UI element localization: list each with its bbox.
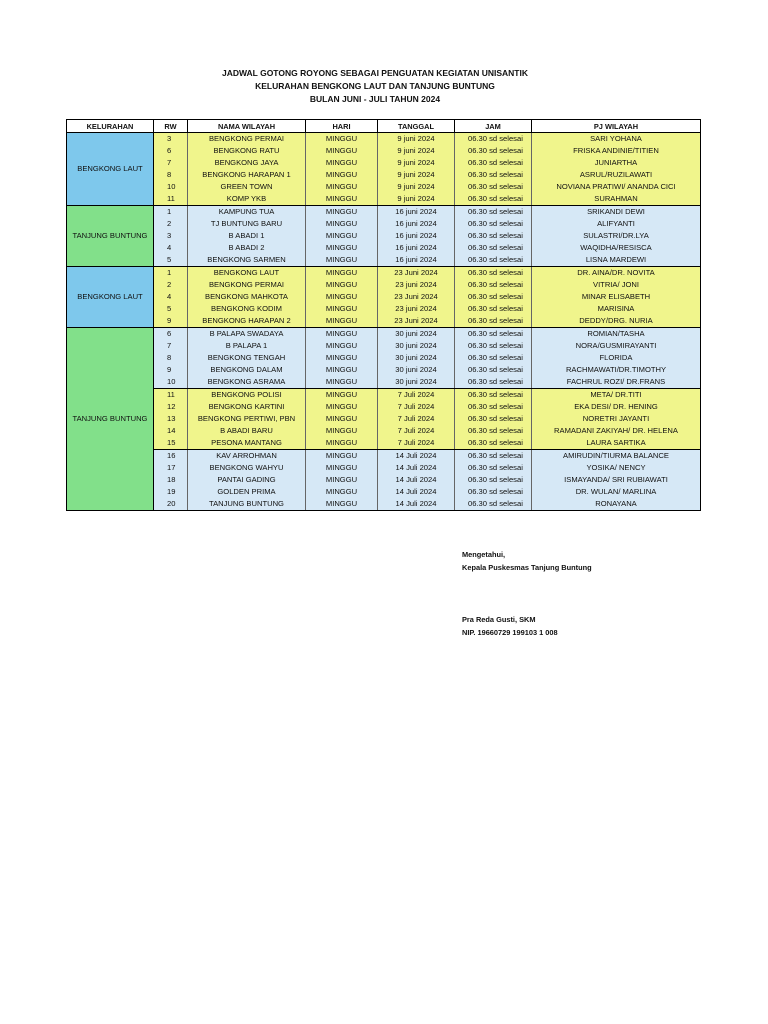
nama-wilayah-cell: BENGKONG HARAPAN 1 xyxy=(188,169,306,181)
table-row xyxy=(67,145,701,157)
jam-cell: 06.30 sd selesai xyxy=(455,254,532,267)
table-row xyxy=(67,303,701,315)
rw-cell: 1 xyxy=(154,206,188,219)
table-row xyxy=(67,401,701,413)
jam-cell: 06.30 sd selesai xyxy=(455,206,532,219)
rw-cell: 10 xyxy=(154,181,188,193)
nama-wilayah-cell: BENGKONG PERTIWI, PBN xyxy=(188,413,306,425)
table-row xyxy=(67,328,701,341)
table-row xyxy=(67,267,701,280)
tanggal-cell: 9 juni 2024 xyxy=(378,133,455,146)
jam-cell: 06.30 sd selesai xyxy=(455,437,532,450)
jam-cell: 06.30 sd selesai xyxy=(455,486,532,498)
pj-wilayah-cell: DEDDY/DRG. NURIA xyxy=(532,315,701,328)
pj-wilayah-cell: ASRUL/RUZILAWATI xyxy=(532,169,701,181)
tanggal-cell: 14 Juli 2024 xyxy=(378,498,455,511)
nama-wilayah-cell: PESONA MANTANG xyxy=(188,437,306,450)
rw-cell: 8 xyxy=(154,352,188,364)
nama-wilayah-cell: KAMPUNG TUA xyxy=(188,206,306,219)
tanggal-cell: 16 juni 2024 xyxy=(378,242,455,254)
hari-cell: MINGGU xyxy=(306,376,378,389)
pj-wilayah-cell: RONAYANA xyxy=(532,498,701,511)
pj-wilayah-cell: NOVIANA PRATIWI/ ANANDA CICI xyxy=(532,181,701,193)
table-row xyxy=(67,425,701,437)
schedule-body xyxy=(67,133,701,511)
rw-cell: 8 xyxy=(154,169,188,181)
nama-wilayah-cell: TANJUNG BUNTUNG xyxy=(188,498,306,511)
title-line-3: BULAN JUNI - JULI TAHUN 2024 xyxy=(309,94,441,104)
table-row xyxy=(67,133,701,146)
jam-cell: 06.30 sd selesai xyxy=(455,364,532,376)
rw-cell: 3 xyxy=(154,133,188,146)
jam-cell: 06.30 sd selesai xyxy=(455,181,532,193)
nama-wilayah-cell: B ABADI 1 xyxy=(188,230,306,242)
nama-wilayah-cell: BENGKONG POLISI xyxy=(188,389,306,402)
jam-cell: 06.30 sd selesai xyxy=(455,413,532,425)
header-pj-wilayah: PJ WILAYAH xyxy=(532,120,701,133)
tanggal-cell: 9 juni 2024 xyxy=(378,181,455,193)
tanggal-cell: 30 juni 2024 xyxy=(378,352,455,364)
jam-cell: 06.30 sd selesai xyxy=(455,315,532,328)
rw-cell: 5 xyxy=(154,254,188,267)
pj-wilayah-cell: AMIRUDIN/TIURMA BALANCE xyxy=(532,450,701,463)
rw-cell: 4 xyxy=(154,291,188,303)
hari-cell: MINGGU xyxy=(306,315,378,328)
nama-wilayah-cell: BENGKONG DALAM xyxy=(188,364,306,376)
nama-wilayah-cell: BENGKONG WAHYU xyxy=(188,462,306,474)
tanggal-cell: 7 Juli 2024 xyxy=(378,401,455,413)
rw-cell: 14 xyxy=(154,425,188,437)
table-row xyxy=(67,169,701,181)
jam-cell: 06.30 sd selesai xyxy=(455,389,532,402)
hari-cell: MINGGU xyxy=(306,425,378,437)
tanggal-cell: 23 juni 2024 xyxy=(378,303,455,315)
pj-wilayah-cell: ROMIAN/TASHA xyxy=(532,328,701,341)
jam-cell: 06.30 sd selesai xyxy=(455,279,532,291)
tanggal-cell: 30 juni 2024 xyxy=(378,328,455,341)
pj-wilayah-cell: LISNA MARDEWI xyxy=(532,254,701,267)
table-row xyxy=(67,291,701,303)
jam-cell: 06.30 sd selesai xyxy=(455,267,532,280)
nama-wilayah-cell: BENGKONG HARAPAN 2 xyxy=(188,315,306,328)
pj-wilayah-cell: WAQIDHA/RESISCA xyxy=(532,242,701,254)
nama-wilayah-cell: BENGKONG LAUT xyxy=(188,267,306,280)
hari-cell: MINGGU xyxy=(306,328,378,341)
nama-wilayah-cell: GOLDEN PRIMA xyxy=(188,486,306,498)
hari-cell: MINGGU xyxy=(306,486,378,498)
pj-wilayah-cell: RACHMAWATI/DR.TIMOTHY xyxy=(532,364,701,376)
jam-cell: 06.30 sd selesai xyxy=(455,230,532,242)
signer-position: Kepala Puskesmas Tanjung Buntung xyxy=(462,563,592,572)
nama-wilayah-cell: BENGKONG PERMAI xyxy=(188,279,306,291)
nama-wilayah-cell: BENGKONG KARTINI xyxy=(188,401,306,413)
header-nama-wilayah: NAMA WILAYAH xyxy=(188,120,306,133)
pj-wilayah-cell: META/ DR.TITI xyxy=(532,389,701,402)
kelurahan-cell: BENGKONG LAUT xyxy=(67,133,154,206)
pj-wilayah-cell: MARISINA xyxy=(532,303,701,315)
header-hari: HARI xyxy=(306,120,378,133)
hari-cell: MINGGU xyxy=(306,389,378,402)
table-row xyxy=(67,364,701,376)
pj-wilayah-cell: FRISKA ANDINIE/TITIEN xyxy=(532,145,701,157)
pj-wilayah-cell: DR. WULAN/ MARLINA xyxy=(532,486,701,498)
nama-wilayah-cell: GREEN TOWN xyxy=(188,181,306,193)
hari-cell: MINGGU xyxy=(306,498,378,511)
hari-cell: MINGGU xyxy=(306,450,378,463)
table-row xyxy=(67,242,701,254)
header-jam: JAM xyxy=(455,120,532,133)
table-row xyxy=(67,193,701,206)
hari-cell: MINGGU xyxy=(306,145,378,157)
rw-cell: 7 xyxy=(154,340,188,352)
table-row xyxy=(67,486,701,498)
pj-wilayah-cell: EKA DESI/ DR. HENING xyxy=(532,401,701,413)
rw-cell: 12 xyxy=(154,401,188,413)
hari-cell: MINGGU xyxy=(306,157,378,169)
jam-cell: 06.30 sd selesai xyxy=(455,133,532,146)
rw-cell: 11 xyxy=(154,193,188,206)
pj-wilayah-cell: FLORIDA xyxy=(532,352,701,364)
hari-cell: MINGGU xyxy=(306,133,378,146)
title-line-2: KELURAHAN BENGKONG LAUT DAN TANJUNG BUNTUNG xyxy=(255,81,495,91)
tanggal-cell: 14 Juli 2024 xyxy=(378,462,455,474)
rw-cell: 18 xyxy=(154,474,188,486)
nama-wilayah-cell: PANTAI GADING xyxy=(188,474,306,486)
pj-wilayah-cell: SARI YOHANA xyxy=(532,133,701,146)
table-row xyxy=(67,254,701,267)
document-title-block xyxy=(0,67,768,106)
pj-wilayah-cell: NORA/GUSMIRAYANTI xyxy=(532,340,701,352)
jam-cell: 06.30 sd selesai xyxy=(455,145,532,157)
hari-cell: MINGGU xyxy=(306,267,378,280)
jam-cell: 06.30 sd selesai xyxy=(455,291,532,303)
kelurahan-cell: TANJUNG BUNTUNG xyxy=(67,206,154,267)
tanggal-cell: 9 juni 2024 xyxy=(378,193,455,206)
signer-name: Pra Reda Gusti, SKM xyxy=(462,615,536,624)
jam-cell: 06.30 sd selesai xyxy=(455,193,532,206)
hari-cell: MINGGU xyxy=(306,169,378,181)
nama-wilayah-cell: B PALAPA SWADAYA xyxy=(188,328,306,341)
hari-cell: MINGGU xyxy=(306,230,378,242)
tanggal-cell: 14 Juli 2024 xyxy=(378,474,455,486)
pj-wilayah-cell: YOSIKA/ NENCY xyxy=(532,462,701,474)
rw-cell: 19 xyxy=(154,486,188,498)
hari-cell: MINGGU xyxy=(306,401,378,413)
rw-cell: 10 xyxy=(154,376,188,389)
rw-cell: 2 xyxy=(154,279,188,291)
table-row xyxy=(67,206,701,219)
pj-wilayah-cell: VITRIA/ JONI xyxy=(532,279,701,291)
rw-cell: 1 xyxy=(154,267,188,280)
nama-wilayah-cell: BENGKONG PERMAI xyxy=(188,133,306,146)
jam-cell: 06.30 sd selesai xyxy=(455,462,532,474)
pj-wilayah-cell: RAMADANI ZAKIYAH/ DR. HELENA xyxy=(532,425,701,437)
tanggal-cell: 7 Juli 2024 xyxy=(378,425,455,437)
tanggal-cell: 16 juni 2024 xyxy=(378,218,455,230)
hari-cell: MINGGU xyxy=(306,291,378,303)
rw-cell: 13 xyxy=(154,413,188,425)
nama-wilayah-cell: B PALAPA 1 xyxy=(188,340,306,352)
hari-cell: MINGGU xyxy=(306,352,378,364)
nama-wilayah-cell: BENGKONG KODIM xyxy=(188,303,306,315)
hari-cell: MINGGU xyxy=(306,437,378,450)
jam-cell: 06.30 sd selesai xyxy=(455,450,532,463)
header-kelurahan: KELURAHAN xyxy=(67,120,154,133)
tanggal-cell: 7 Juli 2024 xyxy=(378,413,455,425)
table-row xyxy=(67,230,701,242)
jam-cell: 06.30 sd selesai xyxy=(455,169,532,181)
table-row xyxy=(67,218,701,230)
jam-cell: 06.30 sd selesai xyxy=(455,474,532,486)
rw-cell: 3 xyxy=(154,230,188,242)
tanggal-cell: 9 juni 2024 xyxy=(378,145,455,157)
tanggal-cell: 23 Juni 2024 xyxy=(378,315,455,328)
pj-wilayah-cell: ISMAYANDA/ SRI RUBIAWATI xyxy=(532,474,701,486)
kelurahan-cell: BENGKONG LAUT xyxy=(67,267,154,328)
table-row xyxy=(67,181,701,193)
pj-wilayah-cell: NORETRI JAYANTI xyxy=(532,413,701,425)
tanggal-cell: 30 juni 2024 xyxy=(378,364,455,376)
tanggal-cell: 9 juni 2024 xyxy=(378,169,455,181)
rw-cell: 2 xyxy=(154,218,188,230)
header-rw: RW xyxy=(154,120,188,133)
tanggal-cell: 14 Juli 2024 xyxy=(378,486,455,498)
tanggal-cell: 7 Juli 2024 xyxy=(378,437,455,450)
table-row xyxy=(67,352,701,364)
jam-cell: 06.30 sd selesai xyxy=(455,352,532,364)
signer-nip: NIP. 19660729 199103 1 008 xyxy=(462,628,558,637)
nama-wilayah-cell: BENGKONG TENGAH xyxy=(188,352,306,364)
nama-wilayah-cell: BENGKONG RATU xyxy=(188,145,306,157)
tanggal-cell: 16 juni 2024 xyxy=(378,206,455,219)
tanggal-cell: 14 Juli 2024 xyxy=(378,450,455,463)
table-row xyxy=(67,376,701,389)
jam-cell: 06.30 sd selesai xyxy=(455,498,532,511)
table-row xyxy=(67,157,701,169)
hari-cell: MINGGU xyxy=(306,364,378,376)
nama-wilayah-cell: B ABADI BARU xyxy=(188,425,306,437)
pj-wilayah-cell: SURAHMAN xyxy=(532,193,701,206)
tanggal-cell: 7 Juli 2024 xyxy=(378,389,455,402)
nama-wilayah-cell: BENGKONG ASRAMA xyxy=(188,376,306,389)
nama-wilayah-cell: BENGKONG JAYA xyxy=(188,157,306,169)
table-row xyxy=(67,462,701,474)
rw-cell: 9 xyxy=(154,364,188,376)
jam-cell: 06.30 sd selesai xyxy=(455,340,532,352)
pj-wilayah-cell: SRIKANDI DEWI xyxy=(532,206,701,219)
nama-wilayah-cell: B ABADI 2 xyxy=(188,242,306,254)
table-row xyxy=(67,389,701,402)
signature-block xyxy=(462,548,592,574)
jam-cell: 06.30 sd selesai xyxy=(455,303,532,315)
pj-wilayah-cell: ALIFYANTI xyxy=(532,218,701,230)
rw-cell: 15 xyxy=(154,437,188,450)
jam-cell: 06.30 sd selesai xyxy=(455,401,532,413)
nama-wilayah-cell: KOMP YKB xyxy=(188,193,306,206)
table-row xyxy=(67,498,701,511)
tanggal-cell: 30 juni 2024 xyxy=(378,340,455,352)
pj-wilayah-cell: DR. AINA/DR. NOVITA xyxy=(532,267,701,280)
jam-cell: 06.30 sd selesai xyxy=(455,425,532,437)
pj-wilayah-cell: LAURA SARTIKA xyxy=(532,437,701,450)
rw-cell: 7 xyxy=(154,157,188,169)
jam-cell: 06.30 sd selesai xyxy=(455,242,532,254)
header-tanggal: TANGGAL xyxy=(378,120,455,133)
table-row xyxy=(67,340,701,352)
rw-cell: 17 xyxy=(154,462,188,474)
rw-cell: 6 xyxy=(154,328,188,341)
kelurahan-cell: TANJUNG BUNTUNG xyxy=(67,328,154,511)
nama-wilayah-cell: KAV ARROHMAN xyxy=(188,450,306,463)
tanggal-cell: 23 Juni 2024 xyxy=(378,291,455,303)
hari-cell: MINGGU xyxy=(306,206,378,219)
jam-cell: 06.30 sd selesai xyxy=(455,328,532,341)
schedule-table xyxy=(66,119,701,511)
nama-wilayah-cell: BENGKONG MAHKOTA xyxy=(188,291,306,303)
hari-cell: MINGGU xyxy=(306,279,378,291)
acknowledged-label: Mengetahui, xyxy=(462,550,506,559)
nama-wilayah-cell: TJ BUNTUNG BARU xyxy=(188,218,306,230)
rw-cell: 4 xyxy=(154,242,188,254)
pj-wilayah-cell: FACHRUL ROZI/ DR.FRANS xyxy=(532,376,701,389)
table-header-row xyxy=(67,120,701,133)
hari-cell: MINGGU xyxy=(306,340,378,352)
tanggal-cell: 16 juni 2024 xyxy=(378,230,455,242)
nama-wilayah-cell: BENGKONG SARMEN xyxy=(188,254,306,267)
rw-cell: 9 xyxy=(154,315,188,328)
table-row xyxy=(67,450,701,463)
hari-cell: MINGGU xyxy=(306,303,378,315)
table-row xyxy=(67,279,701,291)
pj-wilayah-cell: MINAR ELISABETH xyxy=(532,291,701,303)
rw-cell: 16 xyxy=(154,450,188,463)
jam-cell: 06.30 sd selesai xyxy=(455,376,532,389)
tanggal-cell: 16 juni 2024 xyxy=(378,254,455,267)
rw-cell: 20 xyxy=(154,498,188,511)
signer-block xyxy=(462,613,558,639)
tanggal-cell: 9 juni 2024 xyxy=(378,157,455,169)
table-row xyxy=(67,315,701,328)
hari-cell: MINGGU xyxy=(306,242,378,254)
hari-cell: MINGGU xyxy=(306,218,378,230)
rw-cell: 6 xyxy=(154,145,188,157)
jam-cell: 06.30 sd selesai xyxy=(455,157,532,169)
hari-cell: MINGGU xyxy=(306,254,378,267)
table-row xyxy=(67,413,701,425)
hari-cell: MINGGU xyxy=(306,474,378,486)
tanggal-cell: 23 Juni 2024 xyxy=(378,267,455,280)
rw-cell: 11 xyxy=(154,389,188,402)
table-row xyxy=(67,474,701,486)
title-line-1: JADWAL GOTONG ROYONG SEBAGAI PENGUATAN KEGIATAN UNISANTIK xyxy=(221,68,528,78)
hari-cell: MINGGU xyxy=(306,413,378,425)
tanggal-cell: 30 juni 2024 xyxy=(378,376,455,389)
pj-wilayah-cell: JUNIARTHA xyxy=(532,157,701,169)
hari-cell: MINGGU xyxy=(306,193,378,206)
pj-wilayah-cell: SULASTRI/DR.LYA xyxy=(532,230,701,242)
rw-cell: 5 xyxy=(154,303,188,315)
hari-cell: MINGGU xyxy=(306,462,378,474)
tanggal-cell: 23 juni 2024 xyxy=(378,279,455,291)
table-row xyxy=(67,437,701,450)
hari-cell: MINGGU xyxy=(306,181,378,193)
jam-cell: 06.30 sd selesai xyxy=(455,218,532,230)
